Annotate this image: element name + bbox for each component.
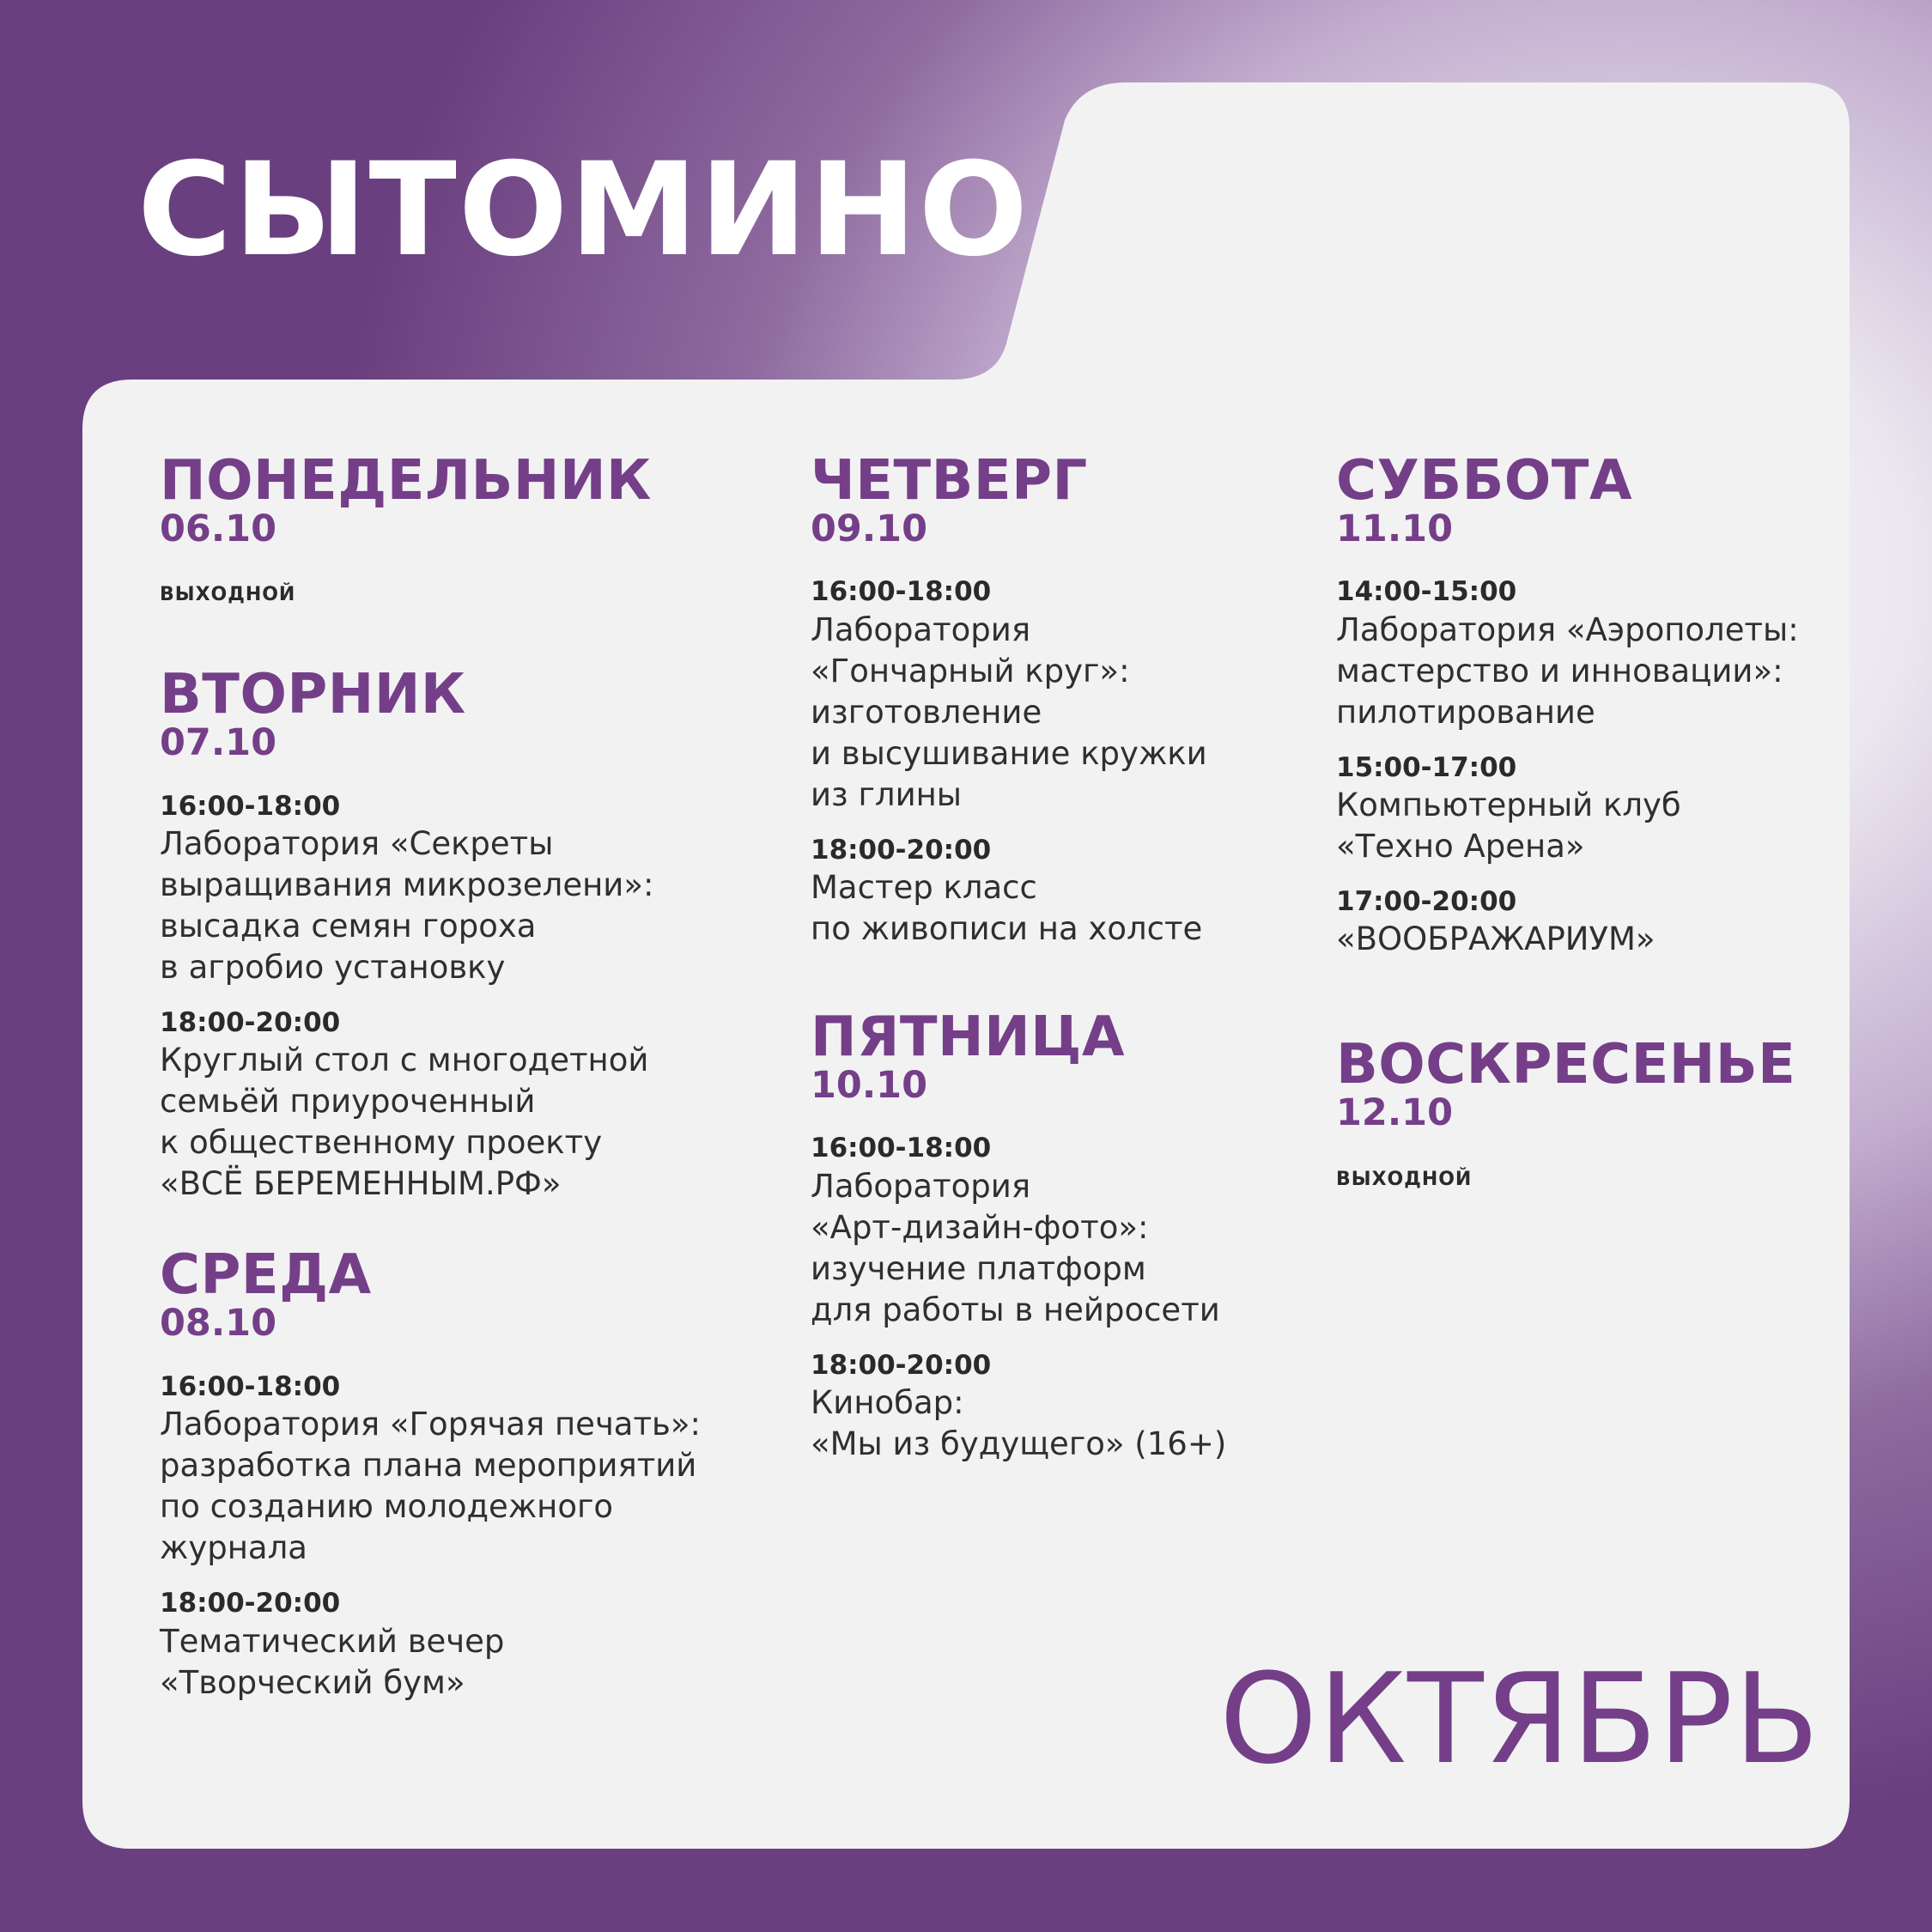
day-thursday [811, 449, 1326, 950]
event-time: 16:00-18:00 [160, 790, 341, 822]
day-date: 10.10 [811, 1064, 928, 1108]
event-time: 18:00-20:00 [811, 834, 992, 866]
day-name: ВТОРНИК [160, 663, 466, 727]
event-time: 18:00-20:00 [160, 1007, 341, 1039]
event-item [1336, 884, 1886, 960]
page-title: СЫТОМИНО [137, 136, 1030, 285]
day-sunday [1336, 1033, 1886, 1192]
day-date: 07.10 [160, 721, 277, 765]
event-item [1336, 574, 1886, 732]
schedule-column-1 [160, 449, 778, 1755]
event-item [160, 789, 778, 988]
event-item [811, 1131, 1326, 1330]
day-tuesday [160, 663, 778, 1205]
day-date: 11.10 [1336, 507, 1454, 550]
day-date: 06.10 [160, 507, 277, 550]
day-date: 12.10 [1336, 1091, 1454, 1135]
day-name: ПОНЕДЕЛЬНИК [160, 449, 652, 513]
day-date: 08.10 [160, 1302, 277, 1346]
event-item [160, 1005, 778, 1205]
event-item [811, 833, 1326, 950]
event-time: 17:00-20:00 [1336, 886, 1517, 918]
event-description: Лаборатория «Гончарный круг»: изготовление и высушивание кружки из глины [811, 611, 1207, 813]
event-time: 16:00-18:00 [811, 1133, 992, 1164]
event-time: 16:00-18:00 [160, 1370, 341, 1402]
event-time: 14:00-15:00 [1336, 576, 1517, 608]
event-description: Лаборатория «Арт-дизайн-фото»: изучение платформ для работы в нейросети [811, 1167, 1220, 1328]
event-description: «ВООБРАЖАРИУМ» [1336, 920, 1656, 958]
event-description: Лаборатория «Горячая печать»: разработка плана мероприятий по созданию молодежного журнала [160, 1406, 701, 1567]
event-description: Мастер класс по живописи на холсте [811, 869, 1203, 948]
event-item [811, 574, 1326, 815]
event-description: Круглый стол с многодетной семьёй приуроченный к общественному проекту «ВСЁ БЕРЕМЕННЫМ.РФ» [160, 1042, 649, 1203]
event-item [811, 1348, 1326, 1465]
event-description: Тематический вечер «Творческий бум» [160, 1622, 505, 1701]
day-date: 09.10 [811, 507, 928, 550]
schedule-column-3 [1336, 449, 1886, 1243]
event-time: 18:00-20:00 [811, 1349, 992, 1381]
day-name: ПЯТНИЦА [811, 1005, 1126, 1070]
day-name: ВОСКРЕСЕНЬЕ [1336, 1033, 1796, 1097]
day-name: СУББОТА [1336, 449, 1632, 513]
schedule-column-2 [811, 449, 1326, 1516]
day-saturday [1336, 449, 1886, 960]
event-description: Лаборатория «Аэрополеты: мастерство и инновации»: пилотирование [1336, 611, 1799, 731]
day-off-label: выходной [160, 574, 296, 608]
day-friday [811, 1005, 1326, 1465]
day-monday [160, 449, 778, 608]
event-description: Лаборатория «Секреты выращивания микрозелени»: высадка семян гороха в агробио установку [160, 825, 654, 987]
month-label: ОКТЯБРЬ [1219, 1647, 1820, 1792]
event-item [160, 1586, 778, 1703]
day-name: СРЕДА [160, 1243, 372, 1308]
event-time: 15:00-17:00 [1336, 751, 1517, 783]
day-name: ЧЕТВЕРГ [811, 449, 1088, 513]
event-time: 16:00-18:00 [811, 576, 992, 608]
event-description: Кинобар: «Мы из будущего» (16+) [811, 1384, 1227, 1463]
event-time: 18:00-20:00 [160, 1588, 341, 1619]
day-wednesday [160, 1243, 778, 1703]
day-off-label: выходной [1336, 1158, 1473, 1192]
event-item [160, 1370, 778, 1569]
event-item [1336, 750, 1886, 867]
event-description: Компьютерный клуб «Техно Арена» [1336, 787, 1681, 866]
